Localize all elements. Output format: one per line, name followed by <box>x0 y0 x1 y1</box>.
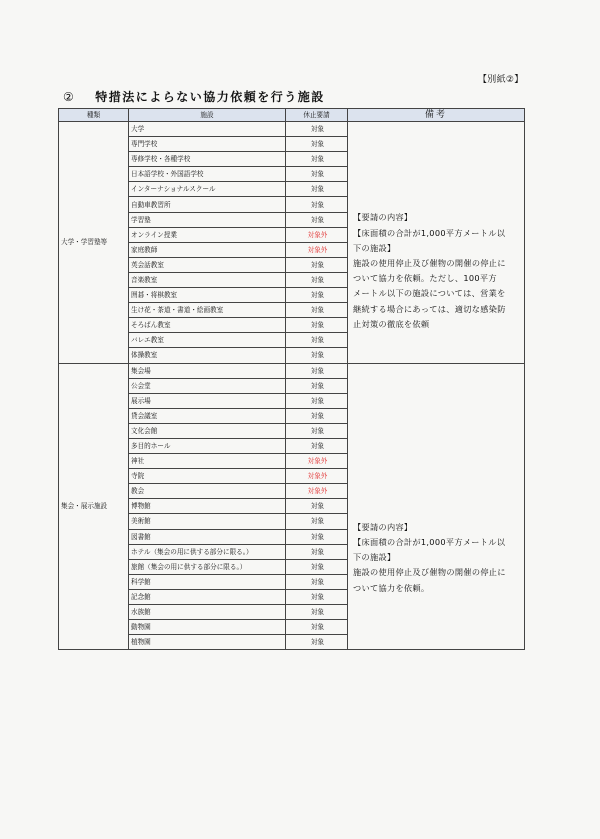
status-cell: 対象 <box>286 438 348 453</box>
status-cell: 対象外 <box>286 484 348 499</box>
facility-cell: 体操教室 <box>129 348 286 363</box>
facility-cell: そろばん教室 <box>129 318 286 333</box>
attachment-tag: 【別紙②】 <box>478 75 524 85</box>
facility-cell: 展示場 <box>129 393 286 408</box>
status-cell: 対象 <box>286 122 348 137</box>
facility-cell: 家庭教師 <box>129 242 286 257</box>
status-cell: 対象 <box>286 423 348 438</box>
facility-cell: 神社 <box>129 454 286 469</box>
remarks-line: 下の施設】 <box>353 552 396 563</box>
page-title <box>63 88 325 105</box>
facility-cell: 貸会議室 <box>129 408 286 423</box>
facility-cell: 科学館 <box>129 574 286 589</box>
remarks-line: ついて協力を依頼。 <box>353 582 430 593</box>
status-cell: 対象 <box>286 167 348 182</box>
table-header-row <box>59 109 525 122</box>
remarks-line: 止対策の徹底を依頼 <box>353 318 430 329</box>
status-cell: 対象外 <box>286 227 348 242</box>
status-cell: 対象外 <box>286 454 348 469</box>
category-cell: 大学・学習塾等 <box>59 122 129 364</box>
header-category: 種類 <box>59 109 129 122</box>
facility-cell: 文化会館 <box>129 423 286 438</box>
table-row <box>59 122 525 137</box>
title-text: 特措法によらない協力依頼を行う施設 <box>95 90 325 104</box>
status-cell: 対象 <box>286 393 348 408</box>
facility-cell: 旅館（集会の用に供する部分に限る。） <box>129 559 286 574</box>
facility-cell: 日本語学校・外国語学校 <box>129 167 286 182</box>
facility-cell: 公会堂 <box>129 378 286 393</box>
status-cell: 対象 <box>286 408 348 423</box>
status-cell: 対象 <box>286 589 348 604</box>
facility-cell: 動物園 <box>129 620 286 635</box>
facility-cell: 多目的ホール <box>129 438 286 453</box>
status-cell: 対象 <box>286 182 348 197</box>
facility-cell: 教会 <box>129 484 286 499</box>
facility-cell: 自動車教習所 <box>129 197 286 212</box>
facility-table <box>58 108 525 650</box>
facility-cell: 生け花・茶道・書道・絵画教室 <box>129 303 286 318</box>
remarks-line: 施設の使用停止及び催物の開催の停止に <box>353 567 506 578</box>
status-cell: 対象 <box>286 363 348 378</box>
remarks-line: 継続する場合にあっては、適切な感染防 <box>353 303 506 314</box>
facility-cell: 専修学校・各種学校 <box>129 152 286 167</box>
facility-cell: 博物館 <box>129 499 286 514</box>
section-number: ② <box>63 90 76 104</box>
facility-cell: 図書館 <box>129 529 286 544</box>
remarks-line: 下の施設】 <box>353 242 396 253</box>
status-cell: 対象 <box>286 257 348 272</box>
remarks-text <box>350 520 524 596</box>
status-cell: 対象 <box>286 635 348 650</box>
facility-cell: 学習塾 <box>129 212 286 227</box>
remarks-line: 【要請の内容】 <box>353 212 413 223</box>
header-facility: 施設 <box>129 109 286 122</box>
table-row <box>59 363 525 378</box>
remarks-cell <box>348 363 525 650</box>
status-cell: 対象 <box>286 137 348 152</box>
status-cell: 対象 <box>286 288 348 303</box>
remarks-cell <box>348 122 525 364</box>
remarks-line: ついて協力を依頼。ただし、100平方 <box>353 273 497 284</box>
status-cell: 対象 <box>286 499 348 514</box>
table-body <box>59 122 525 650</box>
status-cell: 対象外 <box>286 242 348 257</box>
category-cell: 集会・展示施設 <box>59 363 129 650</box>
header-remarks: 備考 <box>348 109 525 122</box>
facility-cell: 集会場 <box>129 363 286 378</box>
status-cell: 対象 <box>286 333 348 348</box>
status-cell: 対象 <box>286 152 348 167</box>
facility-cell: 大学 <box>129 122 286 137</box>
status-cell: 対象 <box>286 544 348 559</box>
status-cell: 対象 <box>286 318 348 333</box>
status-cell: 対象 <box>286 378 348 393</box>
facility-cell: 美術館 <box>129 514 286 529</box>
facility-cell: 水族館 <box>129 605 286 620</box>
remarks-line: メートル以下の施設については、営業を <box>353 288 506 299</box>
status-cell: 対象 <box>286 574 348 589</box>
status-cell: 対象 <box>286 303 348 318</box>
remarks-line: 【要請の内容】 <box>353 521 413 532</box>
facility-cell: 英会話教室 <box>129 257 286 272</box>
header-status: 休止要請 <box>286 109 348 122</box>
facility-cell: 囲碁・将棋教室 <box>129 288 286 303</box>
remarks-line: 施設の使用停止及び催物の開催の停止に <box>353 258 506 269</box>
status-cell: 対象 <box>286 348 348 363</box>
facility-cell: オンライン授業 <box>129 227 286 242</box>
status-cell: 対象 <box>286 514 348 529</box>
remarks-text <box>350 210 524 332</box>
status-cell: 対象 <box>286 559 348 574</box>
facility-cell: バレエ教室 <box>129 333 286 348</box>
status-cell: 対象外 <box>286 469 348 484</box>
status-cell: 対象 <box>286 212 348 227</box>
remarks-line: 【床面積の合計が1,000平方メートル以 <box>353 227 506 238</box>
facility-cell: 専門学校 <box>129 137 286 152</box>
facility-cell: インターナショナルスクール <box>129 182 286 197</box>
facility-cell: 記念館 <box>129 589 286 604</box>
facility-cell: 寺院 <box>129 469 286 484</box>
facility-cell: ホテル（集会の用に供する部分に限る。） <box>129 544 286 559</box>
status-cell: 対象 <box>286 529 348 544</box>
status-cell: 対象 <box>286 272 348 287</box>
status-cell: 対象 <box>286 197 348 212</box>
status-cell: 対象 <box>286 620 348 635</box>
facility-cell: 音楽教室 <box>129 272 286 287</box>
remarks-line: 【床面積の合計が1,000平方メートル以 <box>353 537 506 548</box>
status-cell: 対象 <box>286 605 348 620</box>
facility-cell: 植物園 <box>129 635 286 650</box>
